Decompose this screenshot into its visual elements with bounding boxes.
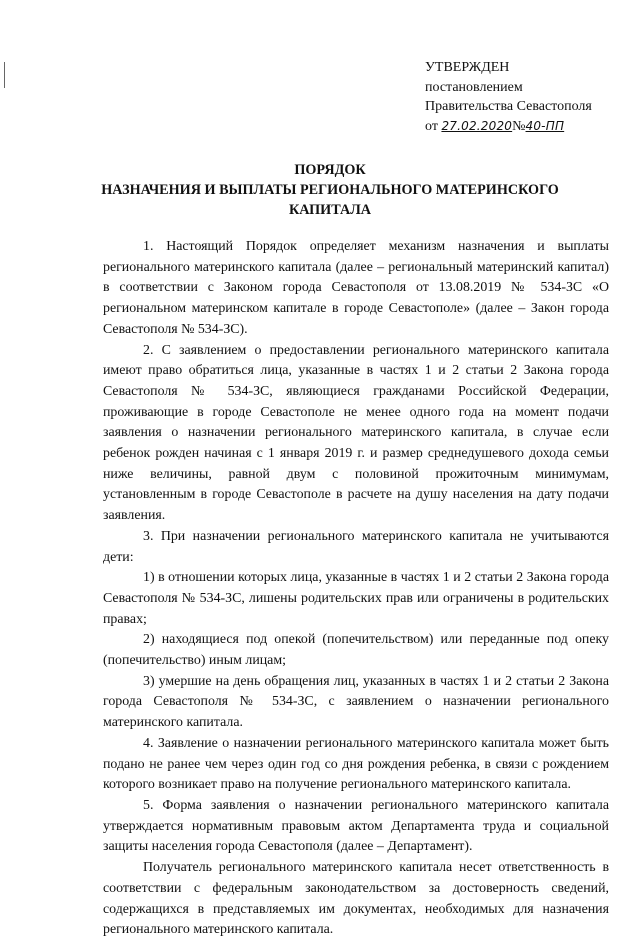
- paragraph-6: Получатель регионального материнского капитала несет ответственность в соответствии с федеральным законодательством за достоверность сведений, содержащихся в представляемых им документах, необходимых для назначения регионального материнского капитала.: [103, 860, 609, 938]
- handwritten-number: 40-ПП: [525, 118, 565, 133]
- approval-line-1: постановлением: [425, 79, 523, 95]
- heading-line-2: НАЗНАЧЕНИЯ И ВЫПЛАТЫ РЕГИОНАЛЬНОГО МАТЕРИНСКОГО: [101, 182, 559, 198]
- paragraph-3-item-2: 2) находящиеся под опекой (попечительством) или переданные под опеку (попечительство) иным лицам;: [103, 632, 609, 669]
- document-body: [103, 237, 609, 941]
- paragraph-3-item-3: 3) умершие на день обращения лиц, указанных в частях 1 и 2 статьи 2 Закона города Севастополя № 534-ЗС, с заявлением о назначении регионального материнского капитала.: [103, 673, 609, 731]
- handwritten-date: 27.02.2020: [441, 118, 513, 133]
- approval-title: УТВЕРЖДЕН: [425, 60, 510, 75]
- paragraph-4: 4. Заявление о назначении регионального материнского капитала может быть подано не ранее чем через один год со дня рождения ребенка, в связи с рождением которого возникает право на получение регионального материнского капитала.: [103, 735, 609, 793]
- paragraph-3: 3. При назначении регионального материнского капитала не учитываются дети:: [103, 528, 609, 565]
- heading-line-1: ПОРЯДОК: [294, 162, 366, 178]
- number-sign: №: [512, 118, 526, 134]
- paragraph-2: 2. С заявлением о предоставлении регионального материнского капитала имеют право обратиться лица, указанные в частях 1 и 2 статьи 2 Закона города Севастополя № 534-ЗС, являющиеся гражданами Российской Федерации, проживающие в городе Севастополе не менее одного года на момент подачи заявления о назначении регионального материнского капитала, в случае если ребенок рожден начиная с 1 января 2019 г. и размер среднедушевого дохода семьи ниже величины, равной двум с половиной прожиточным минимумам, установленным в городе Севастополе в расчете на душу населения на дату подачи заявления.: [103, 342, 609, 524]
- approval-stamp-block: [425, 58, 625, 136]
- scan-artifact: [4, 62, 5, 88]
- heading-line-3: КАПИТАЛА: [288, 202, 372, 218]
- date-prefix: от: [425, 118, 438, 134]
- paragraph-5: 5. Форма заявления о назначении регионального материнского капитала утверждается нормативным правовым актом Департамента труда и социальной защиты населения города Севастополя (далее – Департамент).: [103, 797, 609, 855]
- approval-line-2: Правительства Севастополя: [425, 99, 592, 114]
- document-heading: [60, 160, 600, 220]
- paragraph-3-item-1: 1) в отношении которых лица, указанные в частях 1 и 2 статьи 2 Закона города Севастополя № 534-ЗС, лишены родительских прав или ограничены в родительских правах;: [103, 570, 609, 627]
- paragraph-1: 1. Настоящий Порядок определяет механизм назначения и выплаты регионального материнского капитала (далее – региональный материнский капитал) в соответствии с Законом города Севастополя от 13.08.2019 № 534-ЗС «О региональном материнском капитале в городе Севастополе» (далее – Закон города Севастополя № 534-ЗС).: [103, 239, 609, 337]
- approval-date-line: [425, 117, 625, 137]
